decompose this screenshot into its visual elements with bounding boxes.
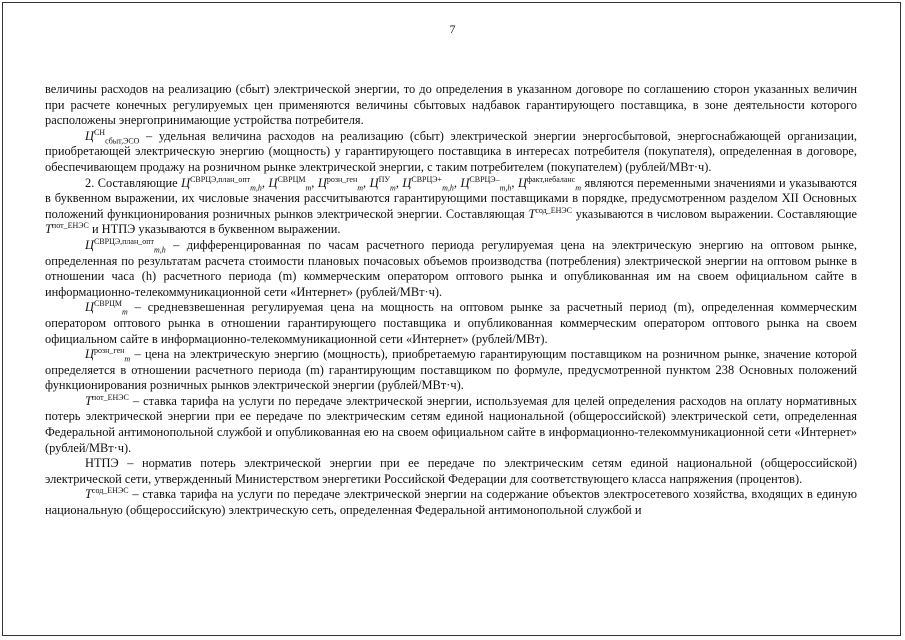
price-component-symbol: $Ц^{СВРЦМ}_m$: [268, 174, 312, 193]
paragraph-svrce-plan: $Ц^{СВРЦЭ,план\_опт}_{m,h}$ – дифференцированная по часам расчетного периода регулируемая цена на электрическую энергию на оптовом рынке, определенная по результатам расчета стоимости плановых почасовых объемов производства (потребления) электрической энергии на оптовом рынке в отношении часа (h) расчетного периода (m) коммерческим оператором оптового рынка и опубликованная им на своем официальном сайте в информационно-телекоммуникационной сети «Интернет» (рублей/МВт·ч).: [45, 236, 857, 299]
symbol-c-svrcm: $Ц^{СВРЦМ}_m$: [85, 299, 128, 317]
document-body: [45, 82, 857, 519]
price-component-symbol: $Ц^{ПУ}_m$: [369, 174, 396, 193]
symbol-t-pot-enes: $Т^{пот\_ЕНЭС}$: [45, 221, 89, 237]
symbol-c-svrce-plan-opt: $Ц^{СВРЦЭ,план\_опт}_{m,h}$: [85, 236, 166, 255]
page-number: 7: [449, 22, 456, 36]
symbol-list: $Ц^{СВРЦЭ,план\_опт}_{m,h}$, $Ц^{СВРЦМ}_m$, $Ц^{розн\_ген}_m$, $Ц^{ПУ}_m$, $Ц^{СВРЦЭ+}_{m,h}$, $Ц^{СВРЦЭ-}_{m,h}$, $Ц^{факт,небаланс}_m$: [181, 174, 582, 193]
paragraph-1: величины расходов на реализацию (сбыт) электрической энергии, то до определения в указанном договоре по соглашению сторон указанных величин при расчете конечных регулируемых цен применяются величины сбытовых надбавок гарантирующего поставщика, в зоне деятельности которого расположены энергопринимающие устройства потребителя.: [45, 82, 857, 128]
paragraph-t-pot: $Т^{пот\_ЕНЭС}$ – ставка тарифа на услуги по передаче электрической энергии, используемая для целей определения расходов на оплату нормативных потерь электрической энергии при ее передаче по электрическим сетям единой национальной (общероссийской) электрической сети, определенная Федеральной антимонопольной службой и опубликованная ею на своем официальном сайте в информационно-телекоммуникационной сети «Интернет» (рублей/МВт·ч).: [45, 392, 857, 455]
paragraph-rozn-gen: $Ц^{розн\_ген}_m$ – цена на электрическую энергию (мощность), приобретаемую гарантирующим поставщиком на розничном рынке, значение которой определяется в отношении расчетного периода (m) гарантирующим поставщиком по формуле, предусмотренной пунктом 238 Основных положений функционирования розничных рынков электрической энергии (рублей/МВт·ч).: [45, 345, 857, 393]
symbol-c-sbyt-eso: $Ц^{СН}_{сбыт,ЭСО}$: [85, 127, 140, 146]
price-component-symbol: $Ц^{СВРЦЭ,план\_опт}_{m,h}$: [181, 174, 262, 193]
paragraph-svrcm: $Ц^{СВРЦМ}_m$ – средневзвешенная регулируемая цена на мощность на оптовом рынке за расчетный период (m), определенная коммерческим оператором оптового рынка в отношении гарантирующего поставщика и опубликованная коммерческим оператором оптового рынка на своем официальном сайте в информационно-телекоммуникационной сети «Интернет» (рублей/МВт).: [45, 299, 857, 346]
symbol-t-sod: $Т^{сод\_ЕНЭС}$: [85, 486, 129, 502]
paragraph-components: 2. Составляющие $Ц^{СВРЦЭ,план\_опт}_{m,h}$, $Ц^{СВРЦМ}_m$, $Ц^{розн\_ген}_m$, $Ц^{ПУ}_m$, $Ц^{СВРЦЭ+}_{m,h}$, $Ц^{СВРЦЭ-}_{m,h}$, $Ц^{факт,небаланс}_m$ являются переменными значениями и указываются в буквенном выражении, их числовые значения рассчитываются гарантирующими поставщиками в порядке, предусмотренном разделом XII Основных положений функционирования розничных рынков электрической энергии. Составляющая $Т^{сод\_ЕНЭС}$ указываются в числовом выражении. Составляющие $Т^{пот\_ЕНЭС}$ и НТПЭ указываются в буквенном выражении.: [45, 174, 857, 237]
price-component-symbol: $Ц^{СВРЦЭ+}_{m,h}$: [402, 174, 454, 193]
price-component-symbol: $Ц^{СВРЦЭ-}_{m,h}$: [460, 174, 512, 193]
price-component-symbol: $Ц^{факт,небаланс}_m$: [517, 174, 582, 193]
price-component-symbol: $Ц^{розн\_ген}_m$: [317, 174, 364, 193]
symbol-c-rozn-gen: $Ц^{розн\_ген}_m$: [85, 345, 131, 364]
paragraph-t-sod: $Т^{сод\_ЕНЭС}$ – ставка тарифа на услуги по передаче электрической энергии на содержание объектов электросетевого хозяйства, входящих в единую национальную (общероссийскую) электрическую сеть, определенная Федеральной антимонопольной службой и: [45, 486, 857, 518]
paragraph-sbyt: $Ц^{СН}_{сбыт,ЭСО}$ – удельная величина расходов на реализацию (сбыт) электрической энергии энергосбытовой, энергоснабжающей организации, приобретающей электрическую энергию (мощность) у гарантирующего поставщика в интересах потребителя (покупателя), определенная в договоре, обеспечивающем продажу на розничном рынке электрической энергии, с таким потребителем (покупателем) (рублей/МВт·ч).: [45, 127, 857, 174]
paragraph-ntpe: НТПЭ – норматив потерь электрической энергии при ее передаче по электрическим сетям единой национальной (общероссийской) электрической сети, утвержденный Министерством энергетики Российской Федерации для соответствующего класса напряжения (процентов).: [45, 456, 857, 486]
symbol-t-sod-enes: $Т^{сод\_ЕНЭС}$: [528, 205, 573, 221]
symbol-t-pot: $Т^{пот\_ЕНЭС}$: [85, 392, 129, 408]
